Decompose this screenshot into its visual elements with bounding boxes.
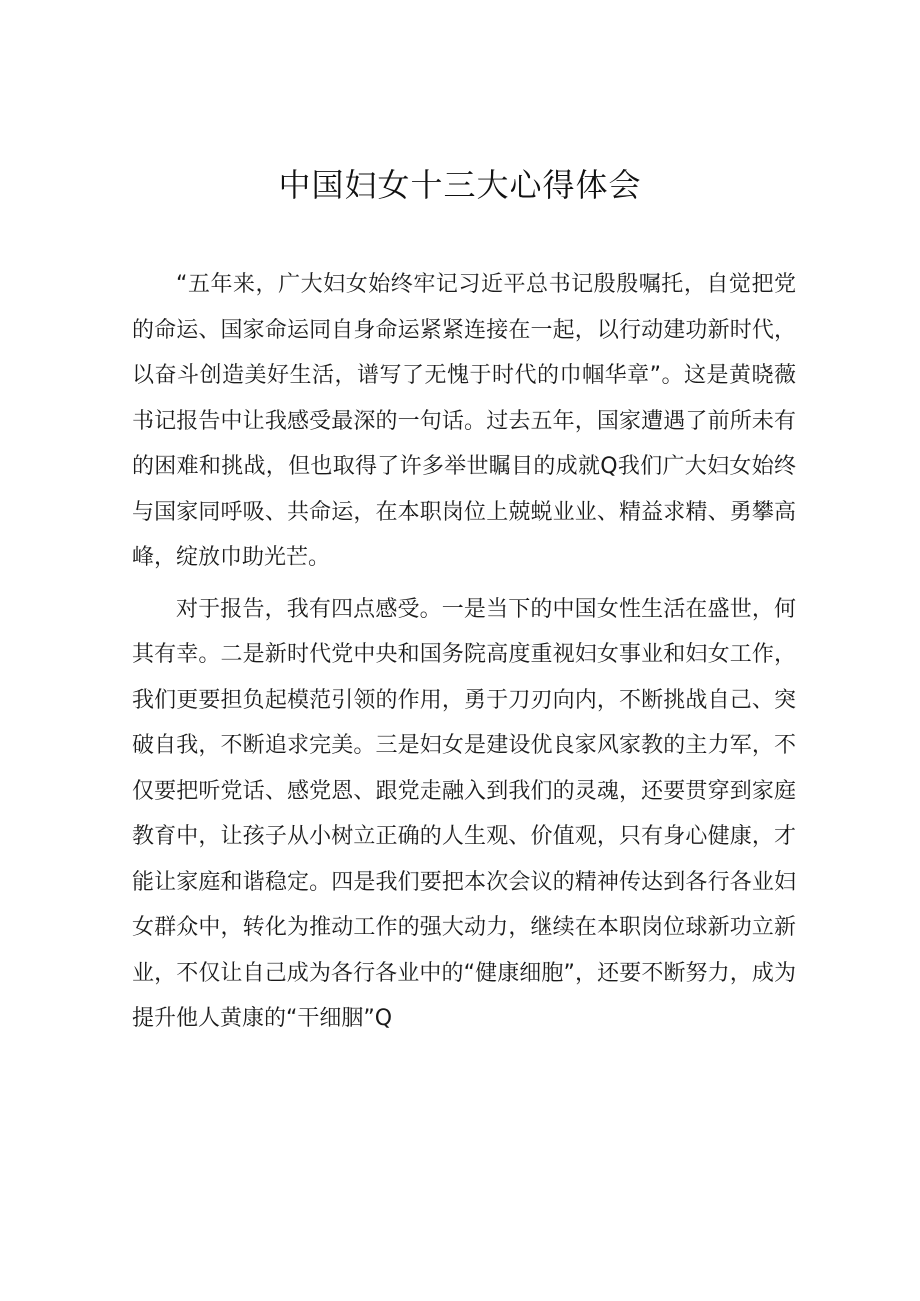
paragraph: 对于报告，我有四点感受。一是当下的中国女性生活在盛世，何其有幸。二是新时代党中央和国务院高度重视妇女事业和妇女工作，我们更要担负起模范引领的作用，勇于刀刃向内，不断挑战自己、突破自我，不断追求完美。三是妇女是建设优良家风家教的主力军，不仅要把听党话、感党恩、跟党走融入到我们的灵魂，还要贯穿到家庭教育中，让孩子从小树立正确的人生观、价值观，只有身心健康，才能让家庭和谐稳定。四是我们要把本次会议的精神传达到各行各业妇女群众中，转化为推动工作的强大动力，继续在本职岗位球新功立新业，不仅让自己成为各行各业中的“健康细胞”，还要不断努力，成为提升他人黄康的“干细胭”Q — [132, 596, 796, 1031]
document-title: 中国妇女十三大心得体会 — [278, 166, 642, 204]
paragraph: “五年来，广大妇女始终牢记习近平总书记殷殷嘱托，自觉把党的命运、国家命运同自身命运紧紧连接在一起，以行动建功新时代，以奋斗创造美好生活，谱写了无愧于时代的巾帼华章”。这是黄晓薇书记报告中让我感受最深的一句话。过去五年，国家遭遇了前所未有的困难和挑战，但也取得了许多举世瞩目的成就Q我们广大妇女始终与国家同呼吸、共命运，在本职岗位上兢蜕业业、精益求精、勇攀高峰，绽放巾助光芒。 — [132, 272, 796, 570]
document-body — [132, 262, 796, 1042]
